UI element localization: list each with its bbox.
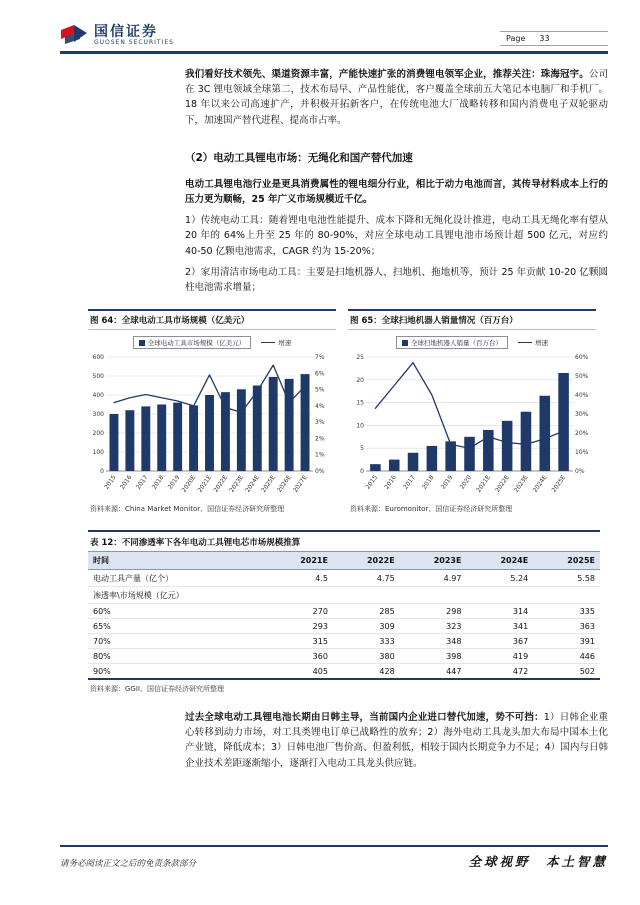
table-cell [333, 587, 400, 604]
bar-swatch-icon [402, 340, 408, 346]
table-row-label: 70% [88, 634, 266, 649]
svg-text:20: 20 [356, 376, 364, 384]
svg-text:2017: 2017 [134, 474, 150, 491]
body-text: 1）日韩企业重心转移到动力市场，对工具类锂电订单已战略性的放弃；2）海外电动工具龙头加大布局中国本土化产业链，降低成本；3）日韩电池厂售价高、但盈利低，相较于国内长期竞争力不足；4）国内与日韩企业技术差距逐渐缩小，逐渐打入电动工具龙头供应链。 [185, 712, 608, 769]
svg-text:300: 300 [92, 411, 104, 419]
table-cell: 447 [400, 664, 467, 680]
table-cell: 333 [333, 634, 400, 649]
table-cell: 323 [400, 619, 467, 634]
svg-text:2025E: 2025E [260, 474, 277, 494]
chart-legend [88, 336, 336, 349]
svg-text:2026E: 2026E [276, 474, 293, 494]
svg-text:2016: 2016 [383, 474, 398, 491]
svg-text:30%: 30% [575, 411, 589, 419]
table-cell [266, 587, 333, 604]
svg-text:2024E: 2024E [531, 474, 549, 494]
svg-text:2025E: 2025E [550, 474, 568, 494]
page-number-label: Page [506, 34, 526, 43]
svg-text:2019: 2019 [439, 474, 455, 491]
svg-text:60%: 60% [575, 354, 589, 362]
svg-text:2016: 2016 [119, 474, 134, 491]
svg-text:200: 200 [92, 430, 104, 438]
table-row-label: 80% [88, 649, 266, 664]
table-cell: 360 [266, 649, 333, 664]
emphasis-text: 我们看好技术领先、渠道资源丰富，产能快速扩张的消费锂电领军企业，推荐关注：珠海冠宇。 [185, 69, 589, 80]
table-cell: 446 [533, 649, 600, 664]
table-row [88, 604, 600, 619]
table-header-cell: 2024E [466, 552, 533, 570]
table-cell: 314 [466, 604, 533, 619]
bar-legend [396, 336, 508, 349]
svg-text:10: 10 [356, 422, 364, 430]
svg-text:2018: 2018 [421, 474, 436, 491]
svg-text:5: 5 [360, 445, 364, 453]
table-cell: 298 [400, 604, 467, 619]
line-legend-label: 增速 [535, 339, 548, 348]
page-footer [60, 845, 608, 870]
paragraph-recommendation [185, 67, 608, 128]
table-row [88, 587, 600, 604]
table-cell: 419 [466, 649, 533, 664]
emphasis-text: 过去全球电动工具锂电池长期由日韩主导，当前国内企业进口替代加速，势不可挡： [185, 712, 544, 724]
table-cell: 270 [266, 604, 333, 619]
table-row [88, 649, 600, 664]
svg-text:2017: 2017 [402, 474, 417, 491]
svg-text:2020E: 2020E [180, 474, 198, 494]
line-legend-label: 增速 [278, 339, 292, 348]
table-row [88, 570, 600, 587]
svg-text:2018: 2018 [150, 474, 166, 491]
page-header [60, 24, 608, 48]
table-source: 资料来源：GGII、国信证券经济研究所整理 [90, 685, 224, 694]
table-cell: 309 [333, 619, 400, 634]
figure-source: 资料来源：Euromonitor、国信证券经济研究所整理 [350, 505, 513, 514]
table-header-cell: 2022E [333, 552, 400, 570]
svg-text:4%: 4% [315, 402, 325, 410]
table-cell: 4.75 [333, 570, 400, 587]
figure-title: 图 64：全球电动工具市场规模（亿美元） [88, 309, 336, 330]
table-row-label: 90% [88, 664, 266, 680]
figures-row [88, 309, 608, 514]
bar-legend [133, 336, 252, 349]
table-cell: 315 [266, 634, 333, 649]
svg-text:2023E: 2023E [228, 474, 245, 494]
figure-source: 资料来源：China Market Monitor、国信证券经济研究所整理 [90, 505, 285, 514]
header-divider [60, 51, 608, 54]
table-cell: 363 [533, 619, 600, 634]
svg-text:7%: 7% [315, 354, 325, 362]
bar-line-chart [88, 351, 334, 501]
table-cell: 341 [466, 619, 533, 634]
section-heading: （2）电动工具锂电市场：无绳化和国产替代加速 [185, 151, 413, 164]
figure-64 [88, 309, 336, 514]
table-cell: 405 [266, 664, 333, 680]
svg-text:0: 0 [360, 468, 364, 476]
table-cell: 348 [400, 634, 467, 649]
data-table [88, 551, 600, 680]
line-legend [518, 338, 548, 347]
svg-text:600: 600 [92, 354, 104, 362]
brand-logo-block [60, 24, 174, 48]
svg-text:6%: 6% [315, 370, 325, 378]
table-row-label: 60% [88, 604, 266, 619]
page-number-value: 33 [539, 34, 550, 43]
table-cell: 391 [533, 634, 600, 649]
line-legend [261, 338, 291, 347]
figure-title: 图 65：全球扫地机器人销量情况（百万台） [348, 309, 596, 330]
paragraph-item-2: 2）家用清洁市场电动工具：主要是扫地机器人、扫地机、拖地机等，预计 25 年贡献 10-20 亿颗圆柱电池需求增量； [185, 266, 608, 293]
svg-text:0: 0 [100, 468, 104, 476]
bar-line-chart [348, 351, 594, 501]
table-row [88, 634, 600, 649]
table-cell: 428 [333, 664, 400, 680]
table-cell: 4.97 [400, 570, 467, 587]
table-header-cell: 2023E [400, 552, 467, 570]
body-text: 公司在 3C 锂电领域全球第二，技术布局早、产品性能优，客户覆盖全球前五大笔记本电脑厂和手机厂。18 年以来公司高速扩产，并积极开拓新客户，在传统电池大厂战略转移和国内消费电子双轮驱动下，加速国产替代进程、提高市占率。 [185, 69, 608, 126]
svg-text:500: 500 [92, 373, 104, 381]
svg-text:2015: 2015 [103, 474, 118, 491]
svg-text:2020: 2020 [458, 474, 474, 491]
figure-65 [348, 309, 596, 514]
page-number-box [500, 31, 608, 46]
table-cell: 502 [533, 664, 600, 680]
table-row-label: 65% [88, 619, 266, 634]
bar-legend-label: 全球扫地机器人销量（百万台） [411, 339, 502, 348]
table-header [88, 552, 600, 570]
table-cell [533, 587, 600, 604]
table-cell: 367 [466, 634, 533, 649]
paragraph-item-1: 1）传统电动工具：随着锂电电池性能提升、成本下降和无绳化设计推进，电动工具无绳化率有望从 20 年的 64%上升至 25 年的 80-90%，对应全球电动工具锂电池市场预计超 500 亿元，对应约 40-50 亿颗电池需求，CAGR 约为 15-20%； [185, 215, 608, 257]
svg-text:2024E: 2024E [244, 474, 261, 494]
svg-text:20%: 20% [575, 430, 589, 438]
table-cell: 5.24 [466, 570, 533, 587]
table-body [88, 570, 600, 680]
table-cell: 380 [333, 649, 400, 664]
table-cell [400, 587, 467, 604]
svg-text:2%: 2% [315, 435, 325, 443]
svg-text:0%: 0% [575, 468, 585, 476]
table-cell: 4.5 [266, 570, 333, 587]
table-row-label: 渗透率\市场规模（亿元） [88, 587, 266, 604]
svg-text:2023E: 2023E [512, 474, 530, 494]
table-row [88, 619, 600, 634]
svg-text:10%: 10% [575, 449, 589, 457]
table-header-cell: 2025E [533, 552, 600, 570]
bar-swatch-icon [139, 340, 145, 346]
table-header-row [88, 552, 600, 570]
svg-text:40%: 40% [575, 392, 589, 400]
table-12 [88, 530, 600, 694]
table-row [88, 664, 600, 680]
svg-text:1%: 1% [315, 451, 325, 459]
line-swatch-icon [261, 342, 275, 343]
svg-text:15: 15 [356, 399, 364, 407]
brand-name-cn: 国信证券 [94, 24, 158, 40]
footer-row [60, 852, 608, 870]
svg-text:2027E: 2027E [292, 474, 309, 494]
table-cell: 335 [533, 604, 600, 619]
guosen-logo-icon [60, 24, 88, 48]
svg-text:0%: 0% [315, 468, 325, 476]
svg-text:25: 25 [356, 354, 364, 362]
table-header-cell: 时间 [88, 552, 266, 570]
table-cell: 398 [400, 649, 467, 664]
brand-name-en: GUOSEN SECURITIES [94, 39, 174, 47]
svg-text:400: 400 [92, 392, 104, 400]
footer-divider [60, 845, 608, 847]
table-title: 表 12：不同渗透率下各年电动工具锂电芯市场规模推算 [88, 530, 600, 551]
table-cell: 472 [466, 664, 533, 680]
footer-slogan: 全球视野 本土智慧 [468, 855, 608, 869]
table-header-cell: 2021E [266, 552, 333, 570]
chart-legend [348, 336, 596, 349]
table-row-label: 电动工具产量（亿个） [88, 570, 266, 587]
table-cell: 5.58 [533, 570, 600, 587]
svg-text:3%: 3% [315, 419, 325, 427]
table-cell [466, 587, 533, 604]
svg-text:2015: 2015 [364, 474, 380, 491]
svg-text:2019: 2019 [166, 474, 182, 491]
brand-text [94, 25, 174, 47]
bar-legend-label: 全球电动工具市场规模（亿美元） [147, 339, 246, 348]
paragraph-market-thesis: 电动工具锂电池行业是更具消费属性的锂电细分行业，相比于动力电池而言，其传导材料成本上行的压力更为顺畅，25 年广义市场规模近千亿。 [185, 178, 608, 205]
svg-text:2022E: 2022E [212, 474, 230, 494]
svg-text:100: 100 [92, 449, 104, 457]
line-swatch-icon [518, 342, 532, 343]
table-cell: 293 [266, 619, 333, 634]
svg-text:5%: 5% [315, 386, 325, 394]
svg-text:2022E: 2022E [494, 474, 511, 494]
svg-text:2021E: 2021E [196, 474, 214, 494]
svg-text:2021E: 2021E [475, 474, 492, 494]
disclaimer-text: 请务必阅读正文之后的免责条款部分 [60, 859, 197, 869]
table-cell: 285 [333, 604, 400, 619]
paragraph-conclusion [185, 710, 608, 771]
svg-text:50%: 50% [575, 373, 589, 381]
